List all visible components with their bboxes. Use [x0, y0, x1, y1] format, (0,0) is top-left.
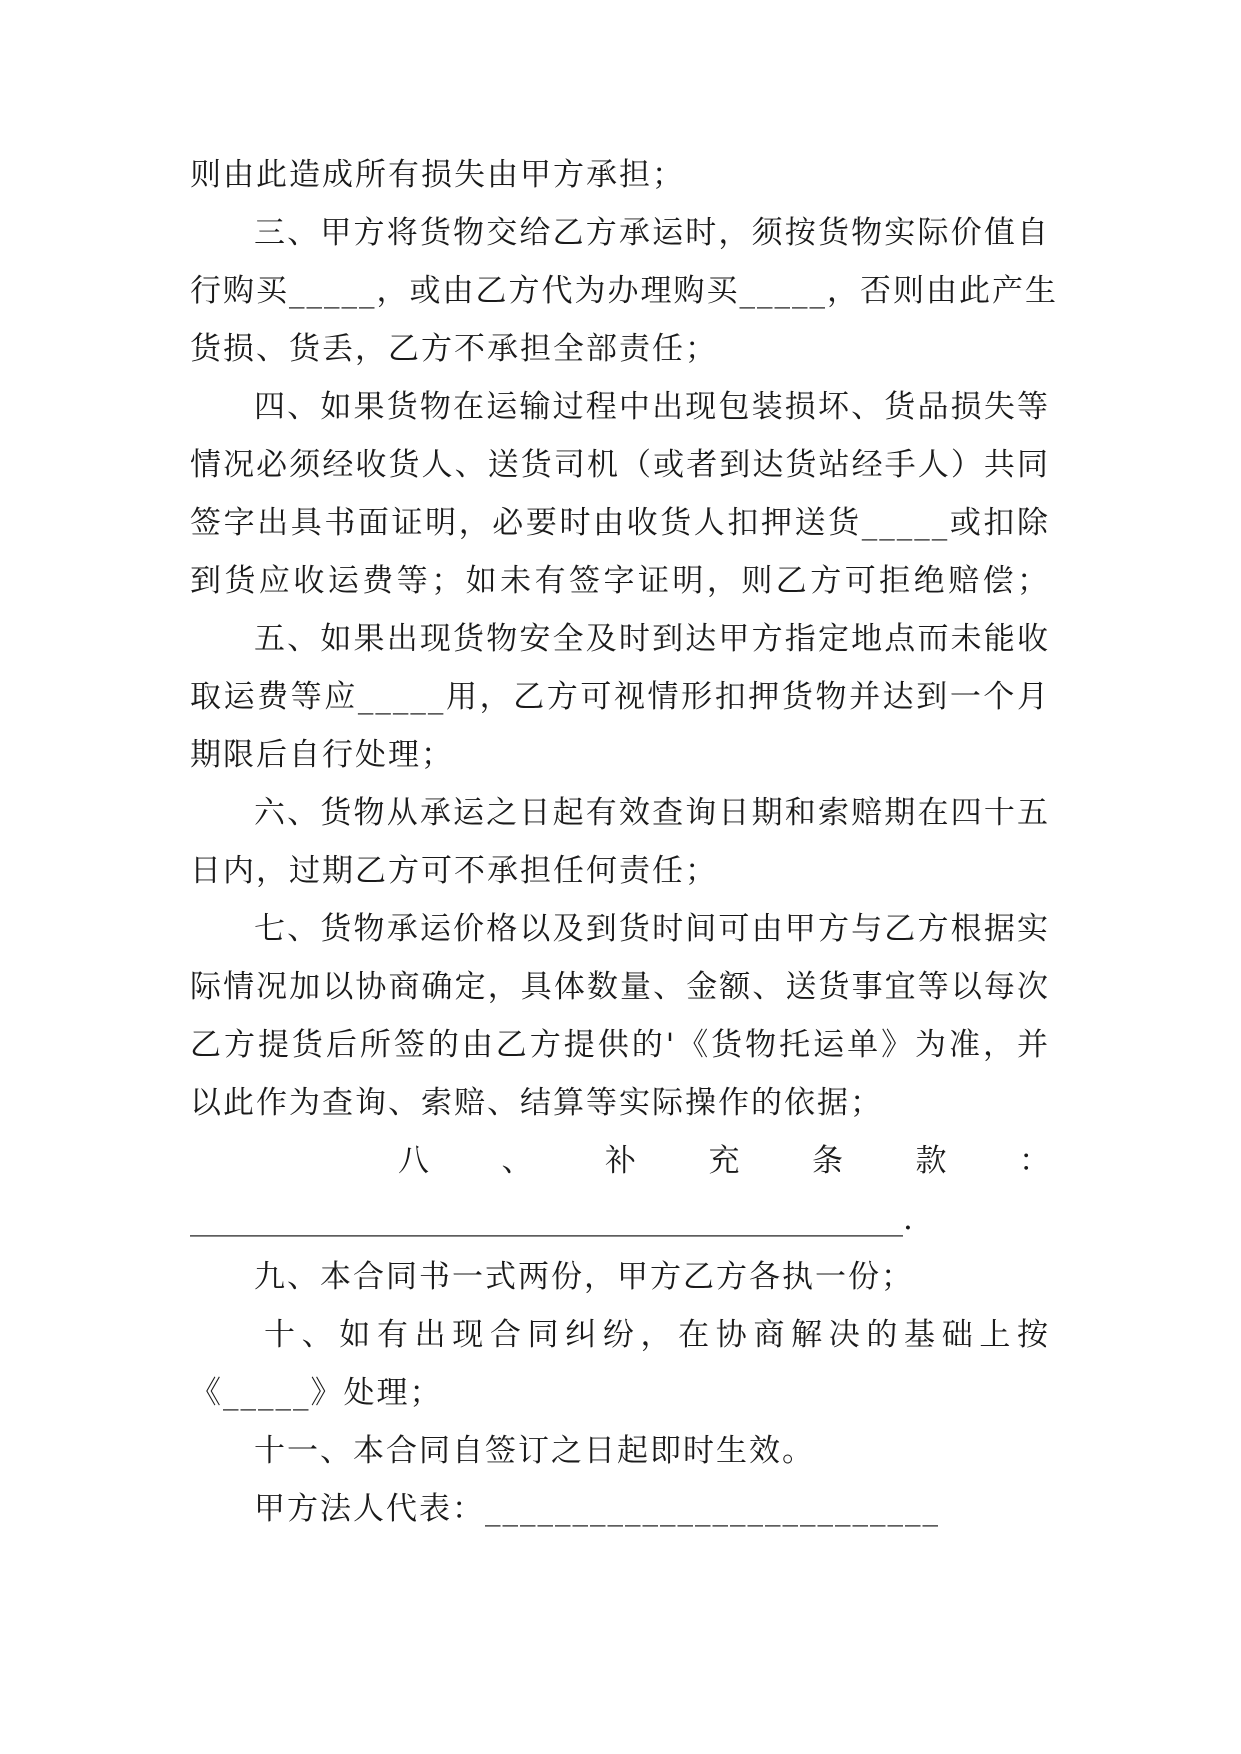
clause-8-heading: 八、补充条款：: [398, 1143, 1050, 1179]
party-a-representative-line: 甲方法人代表：__________________________: [254, 1491, 940, 1527]
clause-7-line-1: 七、货物承运价格以及到货时间可由甲方与乙方根据实: [254, 911, 1050, 947]
clause-4-line-2: 情况必须经收货人、送货司机（或者到达货站经手人）共同: [190, 447, 1050, 483]
clause-7-line-2: 际情况加以协商确定，具体数量、金额、送货事宜等以每次: [190, 969, 1050, 1005]
clause-5-line-2: 取运费等应_____用，乙方可视情形扣押货物并达到一个月: [190, 679, 1050, 715]
clause-10-line-2: 《_____》处理；: [190, 1375, 443, 1411]
clause-4-line-4: 到货应收运费等；如未有签字证明，则乙方可拒绝赔偿；: [190, 563, 1050, 599]
clause-5-line-1: 五、如果出现货物安全及时到达甲方指定地点而未能收: [254, 621, 1050, 657]
clause-10-line-1: 十、如有出现合同纠纷，在协商解决的基础上按: [264, 1317, 1050, 1353]
clause-11-line-1: 十一、本合同自签订之日起即时生效。: [254, 1433, 815, 1469]
clause-6-line-2: 日内，过期乙方可不承担任何责任；: [190, 853, 718, 889]
clause-5-line-3: 期限后自行处理；: [190, 737, 454, 773]
text-line-1: 则由此造成所有损失由甲方承担；: [190, 157, 685, 193]
clause-8-blank-line: ______________________________________________.: [190, 1201, 913, 1237]
clause-4-line-3: 签字出具书面证明，必要时由收货人扣押送货_____或扣除: [190, 505, 1050, 541]
clause-3-line-2: 行购买_____，或由乙方代为办理购买_____，否则由此产生: [190, 273, 1058, 309]
clause-3-line-1: 三、甲方将货物交给乙方承运时，须按货物实际价值自: [254, 215, 1050, 251]
clause-4-line-1: 四、如果货物在运输过程中出现包装损坏、货品损失等: [254, 389, 1050, 425]
clause-9-line-1: 九、本合同书一式两份，甲方乙方各执一份；: [254, 1259, 914, 1295]
clause-7-line-3: 乙方提货后所签的由乙方提供的'《货物托运单》为准，并: [190, 1027, 1050, 1063]
clause-7-line-4: 以此作为查询、索赔、结算等实际操作的依据；: [190, 1085, 883, 1121]
clause-3-line-3: 货损、货丢，乙方不承担全部责任；: [190, 331, 718, 367]
clause-6-line-1: 六、货物从承运之日起有效查询日期和索赔期在四十五: [254, 795, 1050, 831]
